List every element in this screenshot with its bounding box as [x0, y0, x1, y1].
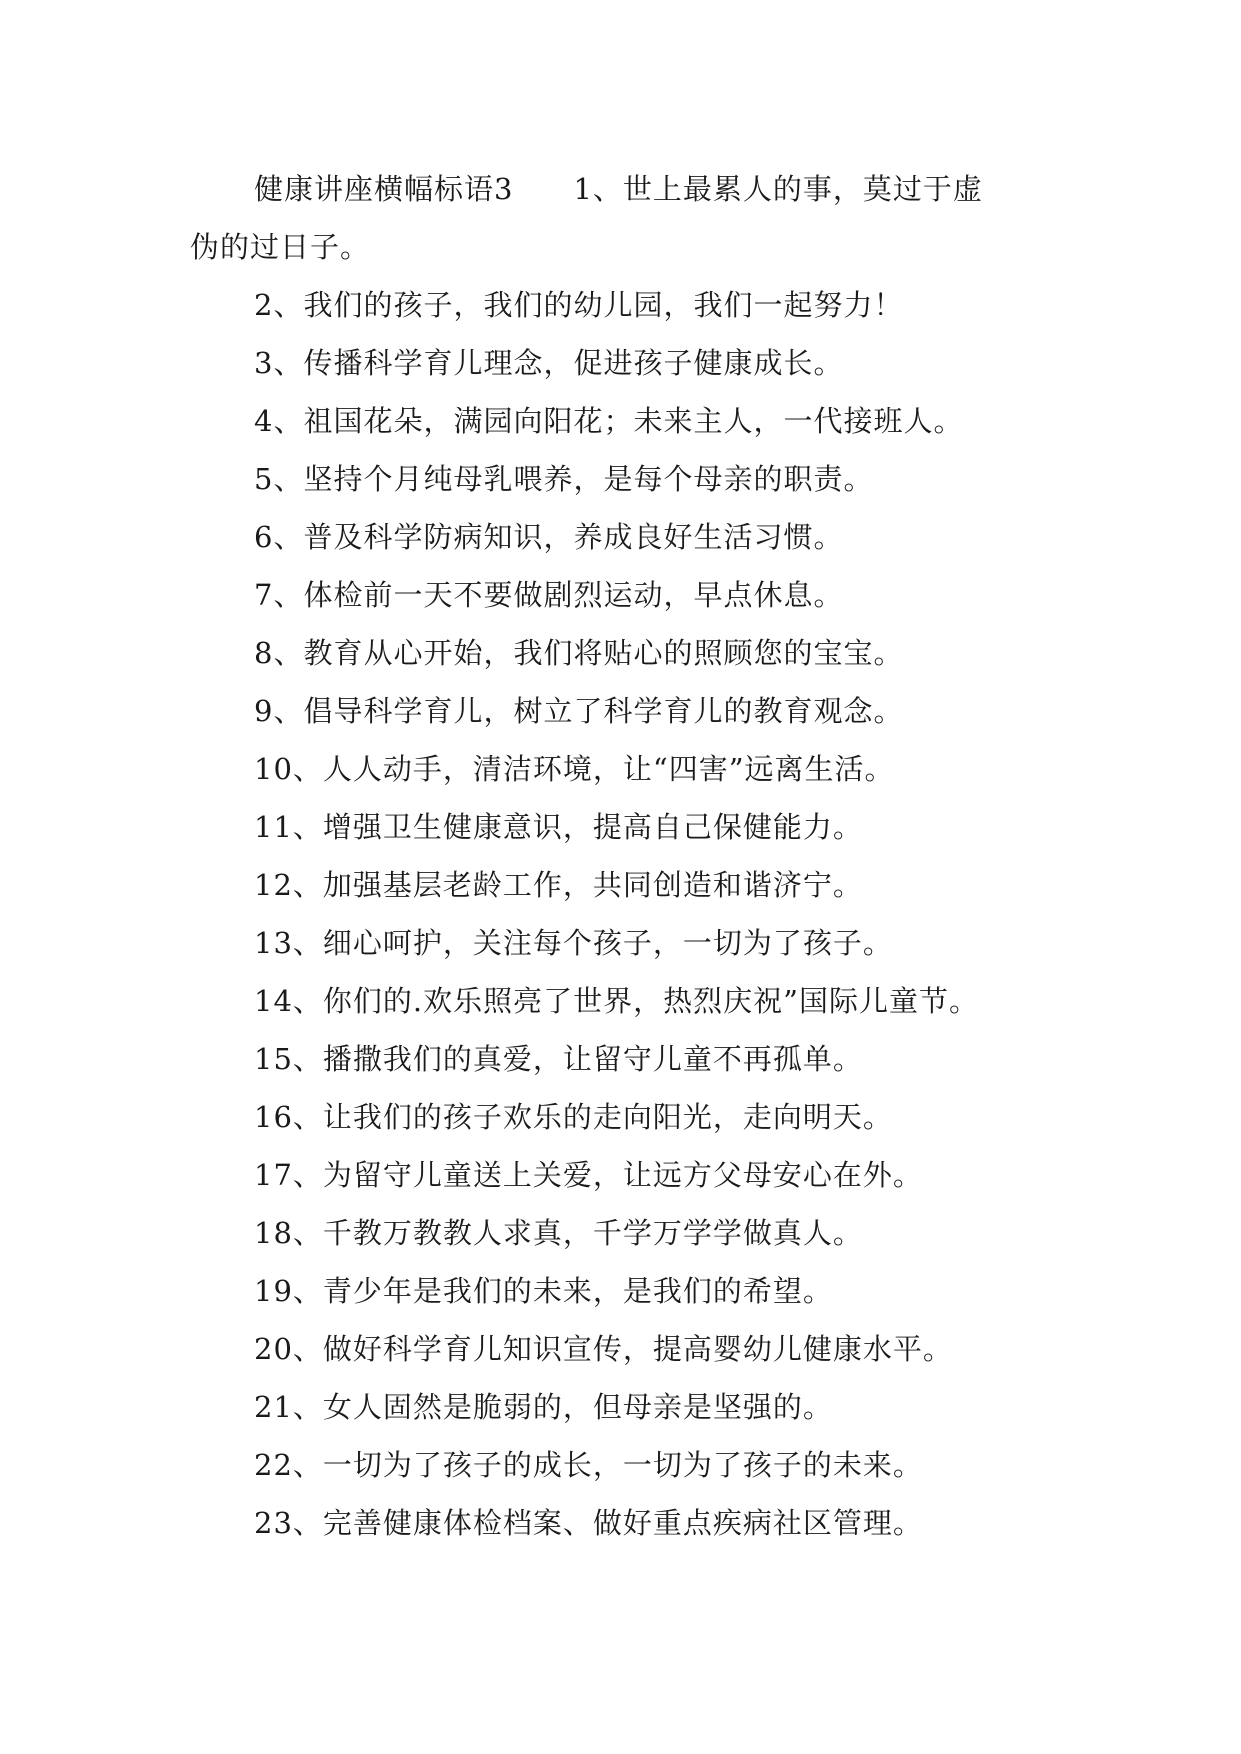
list-item: 17、为留守儿童送上关爱，让远方父母安心在外。 [254, 1158, 923, 1192]
list-item: 13、细心呵护，关注每个孩子，一切为了孩子。 [254, 926, 893, 960]
list-item: 7、体检前一天不要做剧烈运动，早点休息。 [254, 578, 844, 612]
list-item: 10、人人动手，清洁环境，让“四害”远离生活。 [254, 752, 895, 786]
list-item: 4、祖国花朵，满园向阳花；未来主人，一代接班人。 [254, 404, 964, 438]
list-item: 23、完善健康体检档案、做好重点疾病社区管理。 [254, 1506, 923, 1540]
first-item-start: 1、世上最累人的事，莫过于虚 [573, 172, 983, 206]
document-heading: 健康讲座横幅标语3 [254, 172, 514, 206]
list-item: 9、倡导科学育儿，树立了科学育儿的教育观念。 [254, 694, 904, 728]
list-item: 21、女人固然是脆弱的，但母亲是坚强的。 [254, 1390, 833, 1424]
list-item: 3、传播科学育儿理念，促进孩子健康成长。 [254, 346, 844, 380]
list-item: 22、一切为了孩子的成长，一切为了孩子的未来。 [254, 1448, 923, 1482]
list-item: 6、普及科学防病知识，养成良好生活习惯。 [254, 520, 844, 554]
list-item: 5、坚持个月纯母乳喂养，是每个母亲的职责。 [254, 462, 874, 496]
list-item: 19、青少年是我们的未来，是我们的希望。 [254, 1274, 833, 1308]
list-item: 16、让我们的孩子欢乐的走向阳光，走向明天。 [254, 1100, 893, 1134]
list-item: 14、你们的.欢乐照亮了世界，热烈庆祝”国际儿童节。 [254, 984, 979, 1018]
document-body [190, 160, 1070, 1552]
list-item: 18、千教万教教人求真，千学万学学做真人。 [254, 1216, 863, 1250]
first-item-continuation: 伪的过日子。 [190, 230, 371, 264]
list-item: 15、播撒我们的真爱，让留守儿童不再孤单。 [254, 1042, 863, 1076]
list-item: 20、做好科学育儿知识宣传，提高婴幼儿健康水平。 [254, 1332, 953, 1366]
list-item: 2、我们的孩子，我们的幼儿园，我们一起努力！ [254, 288, 904, 322]
first-paragraph-line [190, 160, 1070, 218]
list-item: 12、加强基层老龄工作，共同创造和谐济宁。 [254, 868, 863, 902]
list-item: 11、增强卫生健康意识，提高自己保健能力。 [254, 810, 863, 844]
list-item: 8、教育从心开始，我们将贴心的照顾您的宝宝。 [254, 636, 904, 670]
